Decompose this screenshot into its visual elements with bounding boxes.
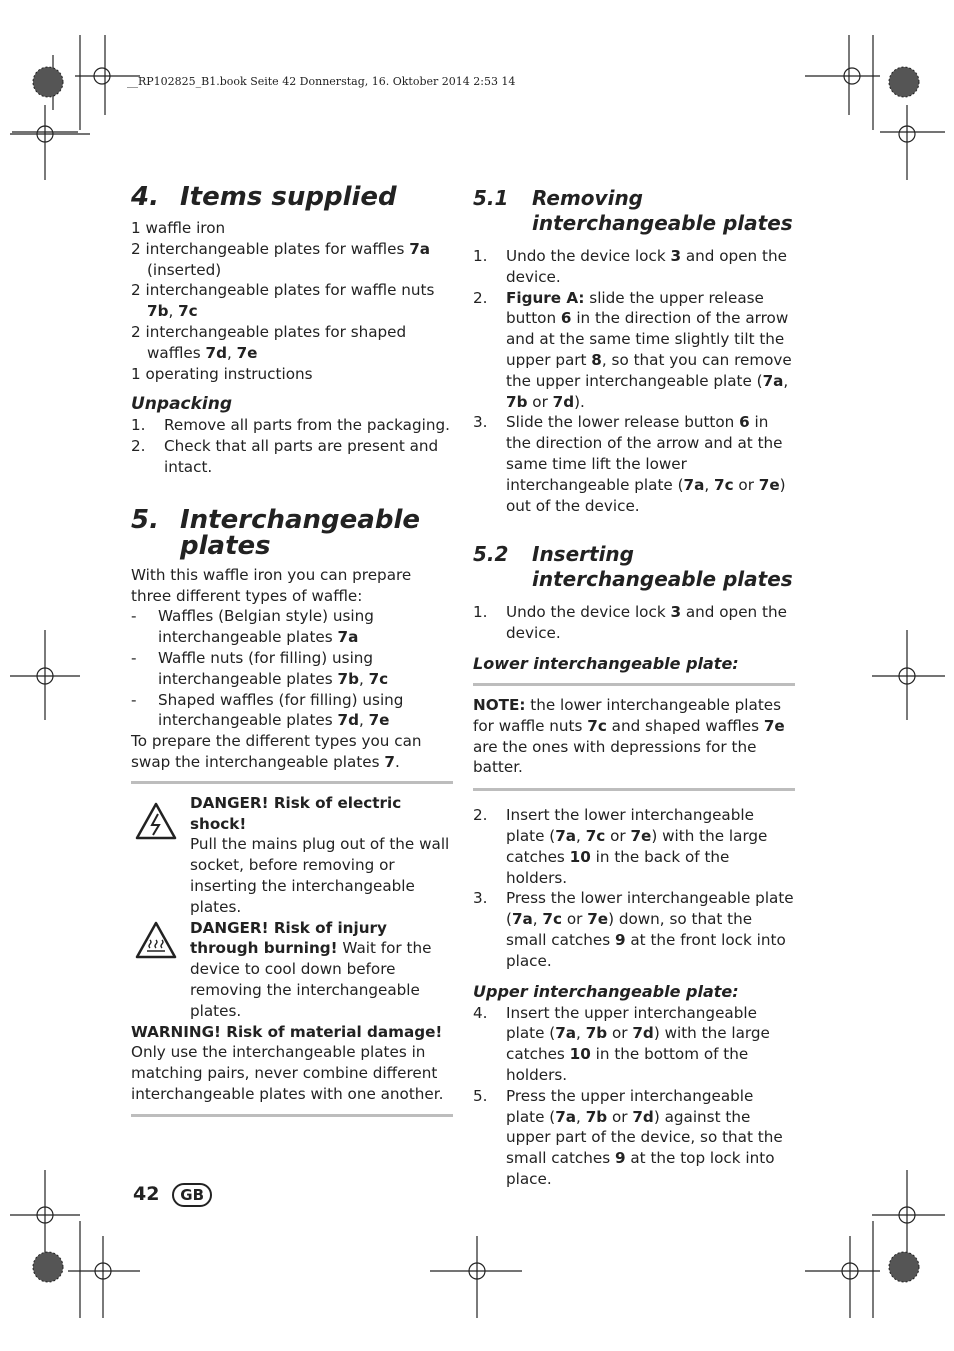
section-5-2-title: Inserting interchangeable plates — [532, 542, 793, 592]
section-5-1-title: Removing interchangeable plates — [532, 186, 793, 235]
list-item: 3. Press the lower interchangeable plate (7a, 7c or 7e) down, so that the small catches 9 at the front lock into place. — [473, 889, 794, 970]
list-item: 2 interchangeable plates for shaped waffles 7d, 7e — [131, 322, 407, 362]
lower-plate-heading: Lower interchangeable plate: — [473, 653, 739, 673]
section-5-title: Interchangeable plates — [180, 504, 420, 561]
section-5-1-heading: 5.1 Removing interchangeable plates — [473, 186, 793, 235]
list-item: 2 interchangeable plates for waffle nuts 7b, 7c — [131, 281, 435, 321]
section-5-heading: 5. Interchangeable plates — [131, 504, 420, 561]
upper-plate-heading: Upper interchangeable plate: — [473, 981, 739, 1001]
section-4-number: 4. — [131, 182, 159, 212]
list-item: - Waffle nuts (for filling) using interchangeable plates 7b, 7c — [131, 648, 389, 688]
list-item: 4. Insert the upper interchangeable plate (7a, 7b or 7d) with the large catches 10 in the bottom of the holders. — [473, 1003, 770, 1084]
list-item: 1. Undo the device lock 3 and open the device. — [473, 247, 787, 286]
note-box: NOTE: the lower interchangeable plates for waffle nuts 7c and shaped waffles 7e are the ones with depressions for the batter. — [473, 683, 795, 791]
warning-box — [131, 781, 453, 1117]
list-item: 2. Check that all parts are present and intact. — [131, 437, 439, 476]
hot-surface-icon — [134, 920, 178, 960]
section-4-title: Items supplied — [180, 182, 397, 212]
swap-text: To prepare the different types you can swap the interchangeable plates 7. — [131, 732, 422, 771]
left-column — [131, 184, 453, 1117]
section-5-intro: With this waffle iron you can prepare three different types of waffle: — [131, 565, 412, 605]
page-number: 42 — [133, 1183, 160, 1205]
items-supplied-list — [131, 218, 453, 384]
list-item: 2. Insert the lower interchangeable plate (7a, 7c or 7e) with the large catches 10 in the back of the holders. — [473, 806, 768, 887]
section-5-2-heading: 5.2 Inserting interchangeable plates — [473, 542, 793, 592]
warning-burn: DANGER! Risk of injury through burning! Wait for the device to cool down before removing the interchangeable plates. — [131, 918, 453, 1022]
unpacking-heading: Unpacking — [131, 394, 233, 415]
list-item: 1. Remove all parts from the packaging. — [131, 416, 450, 435]
list-item: - Shaped waffles (for filling) using interchangeable plates 7d, 7e — [131, 690, 404, 730]
list-item: 2 interchangeable plates for waffles 7a (inserted) — [131, 239, 431, 279]
list-item: - Waffles (Belgian style) using interchangeable plates 7a — [131, 607, 374, 647]
list-item: 5. Press the upper interchangeable plate (7a, 7b or 7d) against the upper part of the device, so that the small catches 9 at the top lock into place. — [473, 1086, 783, 1188]
warning-electric: DANGER! Risk of electric shock! Pull the mains plug out of the wall socket, before removing or inserting the interchangeable plates. — [131, 793, 453, 918]
electric-hazard-icon — [134, 801, 178, 841]
list-item: 1 operating instructions — [131, 364, 313, 383]
right-column — [473, 186, 795, 1190]
list-item: 1. Undo the device lock 3 and open the device. — [473, 603, 787, 643]
list-item: 3. Slide the lower release button 6 in the direction of the arrow and at the same time lift the lower interchangeable plate (7a, 7c or 7e) out of the device. — [473, 413, 786, 515]
page-footer — [133, 1183, 212, 1207]
section-4-heading — [131, 184, 453, 210]
list-item: 2. Figure A: slide the upper release button 6 in the direction of the arrow and at the same time slightly tilt the upper part 8, so that you can remove the upper interchangeable plate (7a, 7b or 7d). — [473, 288, 792, 411]
country-badge: GB — [172, 1183, 212, 1207]
list-item: 1 waffle iron — [131, 219, 226, 237]
print-header-line: __RP102825_B1.book Seite 42 Donnerstag, 16. Oktober 2014 2:53 14 — [127, 75, 516, 88]
warning-material: WARNING! Risk of material damage! Only use the interchangeable plates in matching pairs, never combine different interchangeable plates with one another. — [131, 1022, 444, 1103]
